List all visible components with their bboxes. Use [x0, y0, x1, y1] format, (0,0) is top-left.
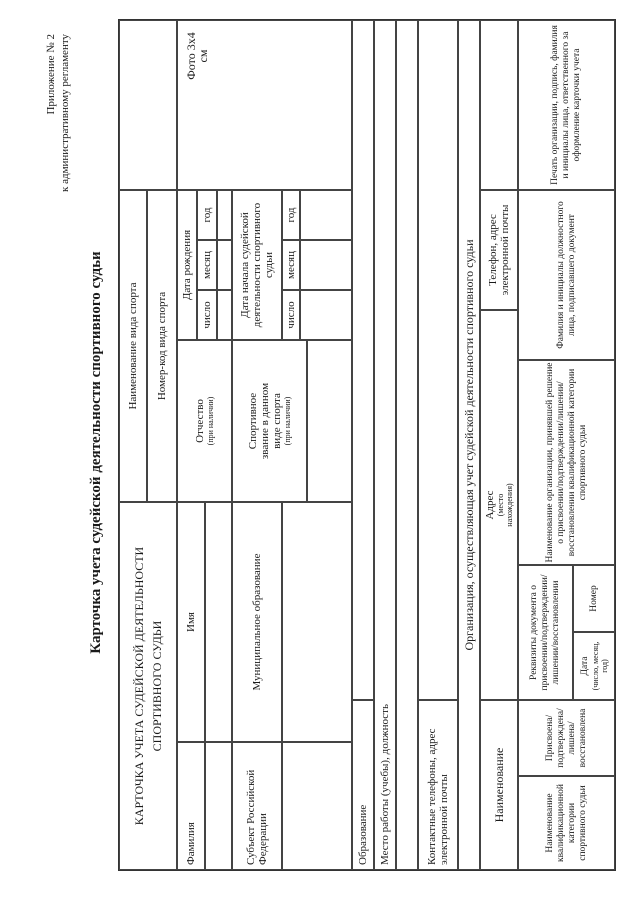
subject-label: Субъект Российской Федерации — [232, 742, 282, 870]
appendix-note: Приложение № 2 к административному регламенту — [45, 34, 71, 192]
org-phone-label: Телефон, адрес электронной почты — [480, 190, 518, 310]
org-address-label: Адрес (место нахождения) — [480, 310, 518, 700]
cat-name-header: Наименование квалификационной категории спортивного судьи — [518, 776, 615, 870]
photo-placeholder: Фото 3х4 см — [177, 20, 352, 190]
sport-code-label: Номер-код вида спорта — [147, 190, 177, 502]
org-header: Организация, осуществляющая учет судейской деятельности спортивного судьи — [458, 20, 480, 870]
day-label-2: число — [282, 290, 300, 340]
registration-card — [118, 19, 616, 871]
municipality-value — [282, 502, 352, 742]
sport-title-value — [307, 340, 352, 502]
workplace-value — [396, 20, 418, 870]
org-blank — [480, 20, 518, 190]
birth-year-value — [217, 190, 232, 240]
card-heading: КАРТОЧКА УЧЕТА СУДЕЙСКОЙ ДЕЯТЕЛЬНОСТИ СПОРТИВНОГО СУДЬИ — [119, 502, 177, 870]
contacts-label: Контактные телефоны, адрес электронной почты — [418, 700, 458, 870]
month-label: месяц — [197, 240, 217, 290]
seal-header: Печать организации, подпись, фамилия и инициалы лица, ответственного за оформление карточки учета — [518, 20, 615, 190]
start-day-value — [300, 290, 352, 340]
patronymic-label: Отчество (при наличии) — [177, 340, 232, 502]
contacts-value — [418, 20, 458, 700]
decision-org-header: Наименование организации, принявшей решение о присвоении/подтверждении/лишении/ восстановлении квалификационной категории спортивного судьи — [518, 360, 615, 565]
doc-date-header: Дата (число, месяц, год) — [573, 632, 615, 700]
education-label: Образование — [352, 700, 374, 870]
birth-month-value — [217, 240, 232, 290]
name-label: Имя — [177, 502, 205, 742]
start-year-value — [300, 190, 352, 240]
name-value — [205, 502, 232, 742]
sport-name-label: Наименование вида спорта — [119, 190, 147, 502]
surname-label: Фамилия — [177, 742, 205, 870]
org-name-label: Наименование — [480, 700, 518, 870]
judge-start-label: Дата начала судейской деятельности спортивного судьи — [232, 190, 282, 340]
surname-value — [205, 742, 232, 870]
birth-day-value — [217, 290, 232, 340]
start-month-value — [300, 240, 352, 290]
year-label-2: год — [282, 190, 300, 240]
birth-date-label: Дата рождения — [177, 190, 197, 340]
day-label: число — [197, 290, 217, 340]
year-label: год — [197, 190, 217, 240]
sport-title-label: Спортивное звание в данном виде спорта (при наличии) — [232, 340, 307, 502]
doc-number-header: Номер — [573, 565, 615, 632]
signer-header: Фамилия и инициалы должностного лица, подписавшего документ — [518, 190, 615, 360]
doc-details-header: Реквизиты документа о присвоении/подтверждении/ лишении/восстановлении — [518, 565, 573, 700]
education-value — [352, 20, 374, 700]
municipality-label: Муниципальное образование — [232, 502, 282, 742]
assigned-header: Присвоена/ подтверждена/ лишена/ восстановлена — [518, 700, 615, 776]
workplace-label: Место работы (учебы), должность — [374, 20, 396, 870]
month-label-2: месяц — [282, 240, 300, 290]
subject-value — [282, 742, 352, 870]
document-title: Карточка учета судейской деятельности спортивного судьи — [88, 251, 104, 654]
blank-cell — [119, 20, 177, 190]
